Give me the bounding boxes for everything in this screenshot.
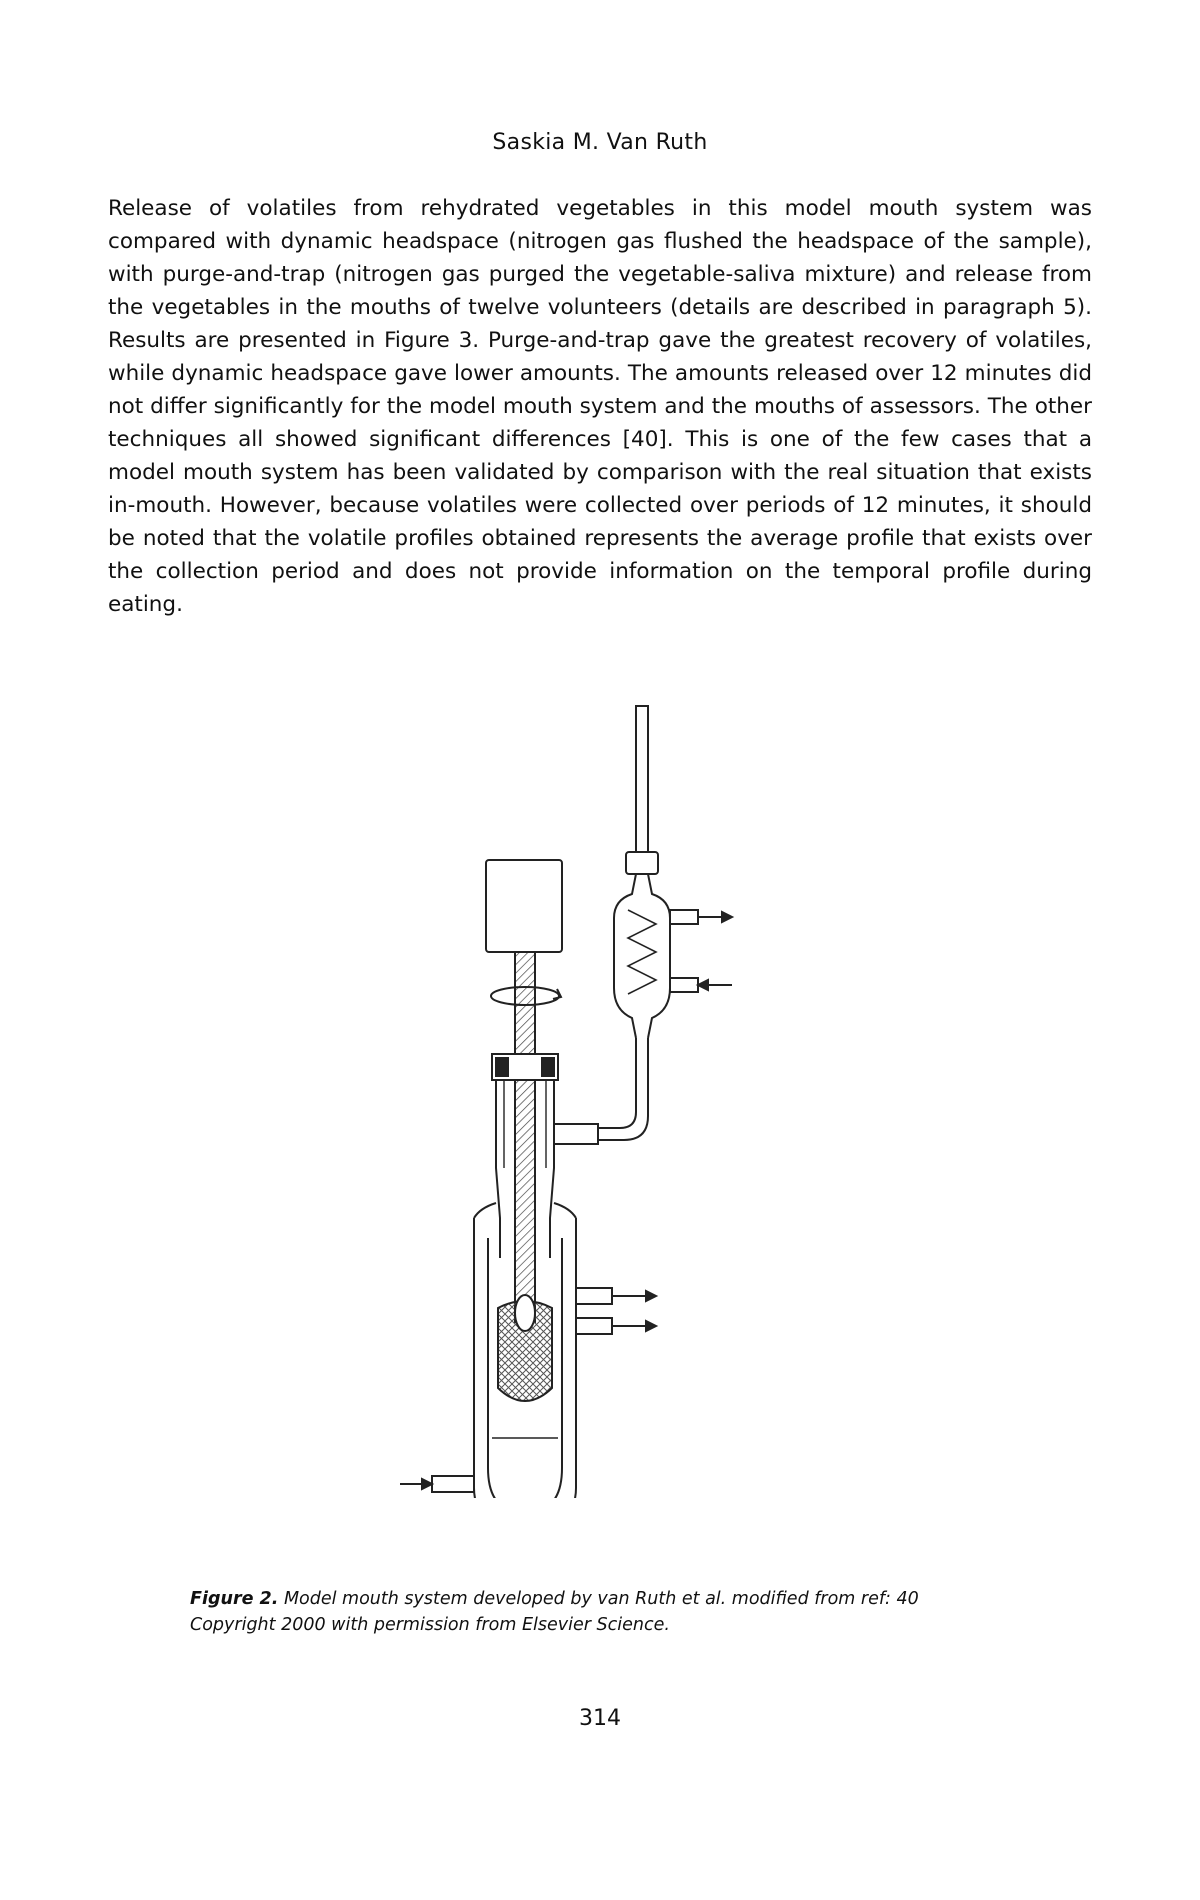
gas-inlet-port — [432, 1476, 474, 1492]
jacket-port-lower — [576, 1318, 612, 1334]
jacket-port-upper — [576, 1288, 612, 1304]
condenser — [614, 874, 636, 1038]
page-number: 314 — [579, 1706, 621, 1731]
condenser-cap — [626, 852, 658, 874]
motor-block — [486, 860, 562, 952]
model-mouth-system-drawing — [400, 698, 760, 1498]
caption-line-1: Model mouth system developed by van Ruth et al. modified from ref: 40 — [283, 1589, 919, 1609]
figure-label: Figure 2. — [190, 1589, 279, 1609]
outlet-tube — [636, 706, 648, 852]
figure-caption — [190, 1586, 1020, 1638]
stirrer-shaft — [515, 952, 535, 1322]
caption-line-2: Copyright 2000 with permission from Elsevier Science. — [190, 1615, 670, 1635]
figure-model-mouth-diagram — [400, 698, 760, 1498]
body-paragraph: Release of volatiles from rehydrated vegetables in this model mouth system was compared with dynamic headspace (nitrogen gas flushed the headspace of the sample), with purge-and-trap (nitrogen gas purged the vegetable-saliva mixture) and release from the vegetables in the mouths of twelve volunteers (details are described in paragraph 5). Results are presented in Figure 3. Purge-and-trap gave the greatest recovery of volatiles, while dynamic headspace gave lower amounts. The amounts released over 12 minutes did not differ significantly for the model mouth system and the mouths of assessors. The other techniques all showed significant differences [40]. This is one of the few cases that a model mouth system has been validated by comparison with the real situation that exists in-mouth. However, because volatiles were collected over periods of 12 minutes, it should be noted that the volatile profiles obtained represents the average profile that exists over the collection period and does not provide information on the temporal profile during eating. — [108, 196, 1092, 617]
side-arm-connector — [554, 1124, 598, 1144]
running-header: Saskia M. Van Ruth — [492, 130, 708, 155]
side-arm-tube — [598, 1038, 636, 1128]
